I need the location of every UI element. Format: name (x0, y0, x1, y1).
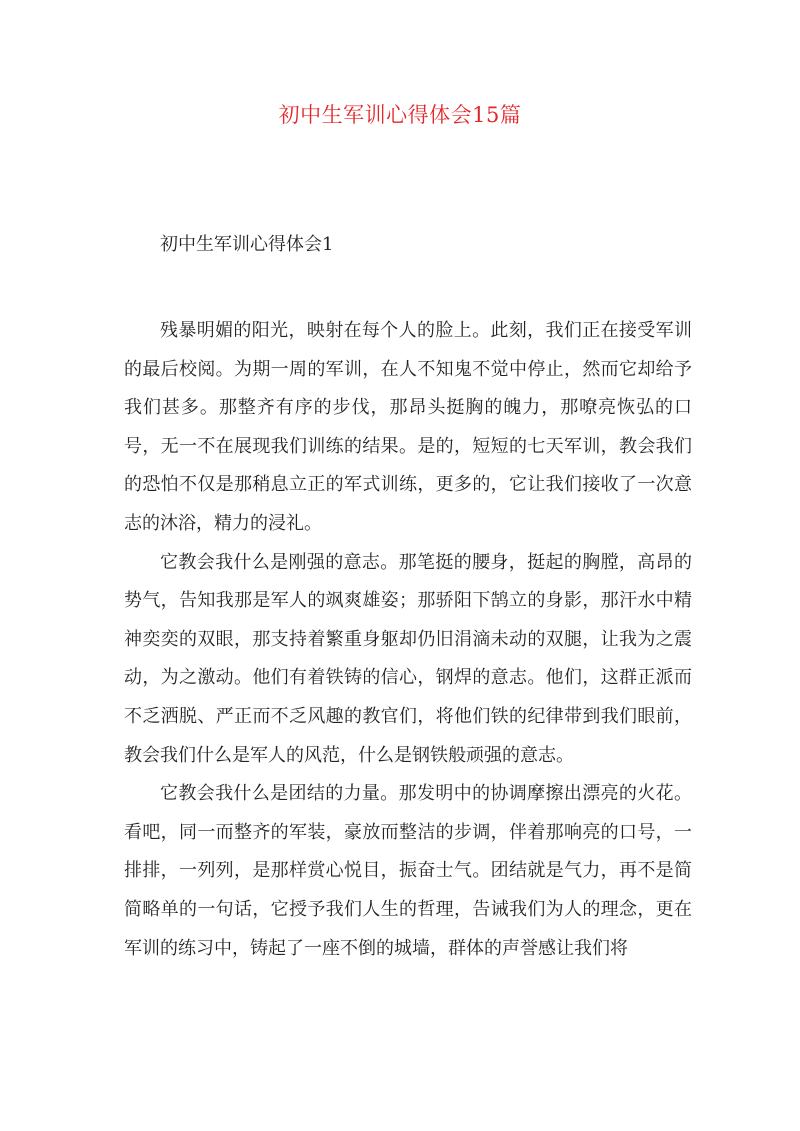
paragraph: 它教会我什么是团结的力量。那发明中的协调摩擦出漂亮的火花。看吧，同一而整齐的军装，豪放而整洁的步调，伴着那响亮的口号，一排排，一列列，是那样赏心悦目，振奋士气。团结就是气力，再不是简简略单的一句话，它授予我们人生的哲理，告诫我们为人的理念，更在军训的练习中，铸起了一座不倒的城墙，群体的声誉感让我们将 (124, 783, 692, 959)
paragraph: 残暴明媚的阳光，映射在每个人的脸上。此刻，我们正在接受军训的最后校阅。为期一周的军训，在人不知鬼不觉中停止，然而它却给予我们甚多。那整齐有序的步伐，那昂头挺胸的魄力，那嘹亮恢弘的口号，无一不在展现我们训练的结果。是的，短短的七天军训，教会我们的恐怕不仅是那稍息立正的军式训练，更多的，它让我们接收了一次意志的沐浴，精力的浸礼。 (124, 320, 692, 534)
document-title: 初中生军训心得体会15篇 (278, 103, 522, 127)
paragraph: 它教会我什么是刚强的意志。那笔挺的腰身，挺起的胸膛，高昂的势气，告知我那是军人的飒爽雄姿；那骄阳下鹄立的身影，那汗水中精神奕奕的双眼，那支持着繁重身躯却仍旧涓滴未动的双腿，让我为之震动，为之激动。他们有着铁铸的信心，钢焊的意志。他们，这群正派而不乏洒脱、严正而不乏风趣的教官们，将他们铁的纪律带到我们眼前，教会我们什么是军人的风范，什么是钢铁般顽强的意志。 (124, 551, 692, 766)
section-heading: 初中生军训心得体会1 (160, 234, 334, 255)
body-text (124, 312, 692, 968)
